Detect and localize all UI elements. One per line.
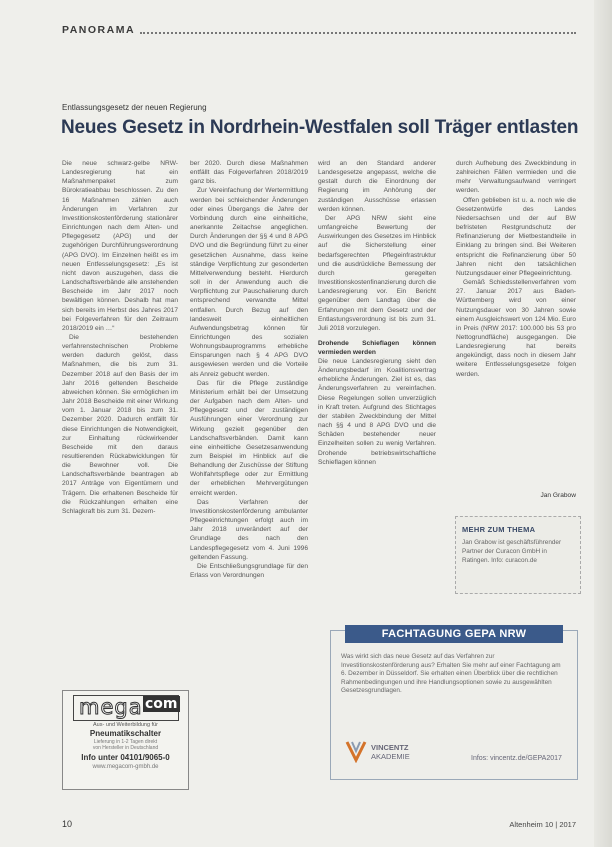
ad-phone: Info unter 04101/9065-0	[81, 753, 170, 762]
paragraph: Das für die Pflege zuständige Ministerium erhält bei der Umsetzung der Aufgaben nach dem Alten- und Pflegegesetz und der zuständigen Ausführungen einer Verordnung zur Wirkung gezielt gegenüber den Landschaftsverbänden. Damit kann eine einheitliche Gesetzesanwendung zum Beispiel im Hinblick auf die Behandlung der Zuschüsse der Stiftung Wohlfahrtspflege oder zur Ermittlung der erheblichen Mehrvergütungen erreicht werden.	[190, 379, 308, 497]
paragraph: Die neue schwarz-gelbe NRW-Landesregierung hat ein Maßnahmenpaket zum Bürokratieabbau beschlossen. Zu den 16 Maßnahmen zählen auch Änderungen im Verfahren zur Investitionskostenförderung stationärer Einrichtungen nach dem Alten- und Pflegegesetz (APG) und der zugehörigen Durchführungsverordnung (APG DVO). Im Einzelnen heißt es im neuen Entfesselungsgesetz: „Es ist nicht davon auszugehen, dass die Landschaftsverbände alle anstehenden Bescheide im Jahr 2017 noch bewältigen können. Deshalb hat man sich bereits im Herbst des Jahres 2017 bei Folgeverfahren für den Zeitraum 2018/2019 ein …“	[62, 160, 178, 332]
paragraph: Gemäß Schiedsstellenverfahren vom 27. Januar 2017 aus Baden-Württemberg wird von einer Nutzungsdauer von 30 Jahren sowie einem Ausgleichswert von 124 Mio. Euro in Preis (NRW 2017: 100.000 bis 53 pro Nettogrundfläche) ausgegangen. Die Landesregierung hat bereits angekündigt, dass noch in diesem Jahr weitere Entfesselungsgesetze folgen werden.	[456, 279, 576, 378]
publication-footer: Altenheim 10 | 2017	[509, 820, 576, 829]
sidebar-heading: MEHR ZUM THEMA	[462, 525, 536, 534]
fachtagung-box	[330, 630, 578, 780]
article-column-3	[318, 159, 436, 565]
paragraph: wird an den Standard anderer Landesgesetze angepasst, welche die gestalt durch die Einordnung der Regierung im Anhörung der zuständigen Ausschüsse erlassen werden können.	[318, 160, 436, 213]
vincentz-logo	[345, 737, 437, 767]
advertisement	[62, 690, 189, 790]
logo-text-2: com	[145, 696, 178, 712]
ad-website[interactable]: www.megacom-gmbh.de	[92, 764, 159, 770]
logo-word-1: VINCENTZ	[371, 743, 409, 752]
logo-text-1: mega	[79, 695, 143, 719]
ad-line: von Hersteller in Deutschland	[92, 745, 159, 751]
fachtagung-heading: FACHTAGUNG GEPA NRW	[381, 628, 527, 640]
paragraph: durch Aufhebung des Zweckbindung in zahlreichen Fällen vermieden und die mehr Verwaltungsaufwand verringert werden.	[456, 160, 576, 195]
fachtagung-heading-bar	[345, 625, 563, 643]
fachtagung-text: Was wirkt sich das neue Gesetz auf das Verfahren zur Investitionskostenförderung aus? Erhalten Sie mehr auf einer Fachtagung am 6. Dezember in Düsseldorf. Sie erhalten einen Überblick über die rechtlichen Rahmenbedingungen und ihre Handlungsoptionen sowie zu ausgewählten Gesetzesgrundlagen.	[341, 653, 561, 695]
fachtagung-link[interactable]: Infos: vincentz.de/GEPA2017	[471, 755, 562, 762]
ad-product: Pneumatikschalter	[89, 729, 162, 738]
vincentz-v-icon	[345, 739, 367, 763]
dotted-rule	[140, 32, 576, 34]
logo-word-2: AKADEMIE	[371, 752, 410, 761]
paragraph: Zur Vereinfachung der Wertermittlung werden bei schleichender Änderungen oder eines Übergangs die Jahre der Vorbindung durch eine einheitliche, anerkannte Zeitachse angeglichen. Durch Änderungen der §§ 4 und 8 APG DVO und die Begründung führt zu einer gesetzlichen Ausnahme, dass keine ständige Verpflichtung zur gesonderten Mittelverwendung besteht. Hierdurch soll in der Anwendung auch die Verpflichtung zur Pauschalierung durch entsprechend verwandte Mittel entfallen. Durch Bezug auf den landesweit einheitlichen Aufwendungsbetrag können für Einrichtungen des sozialen Wohnungsbauprogramms erhebliche Einsparungen nach § 4 APG DVO ausgewiesen werden und die Vorteile als Anreiz gebucht werden.	[190, 187, 308, 378]
scan-edge-shadow	[594, 0, 612, 847]
subheading: Drohende Schieflagen können vermieden werden	[318, 339, 436, 356]
section-label: PANORAMA	[62, 24, 136, 36]
paragraph: Die bestehenden verfahrenstechnischen Probleme werden dadurch gelöst, dass Maßnahmen, die bis zum 31. Dezember 2018 auf den Basis der im Jahr 2016 geltenden Bescheide abweichen können. Sie ermöglichen im Jahr 2018 Bescheide mit einer Wirkung vom 1. Januar 2018 bis zum 31. Dezember 2020. Dadurch entfällt für diese Einrichtungen die Notwendigkeit, zur Einhaltung rückwirkender Bescheide mit den daraus resultierenden Rückabwicklungen für die Bewohner voll. Die Landschaftsverbände beantragen ab 2017 Anträge von Eigentümern und Trägern. Die erhaltenen Bescheide für die Rückzahlungen erhalten eine Schlagkraft bis zum 31. Dezem-	[62, 333, 178, 515]
paragraph: ber 2020. Durch diese Maßnahmen entfällt das Folgeverfahren 2018/2019 ganz bis.	[190, 160, 308, 186]
paragraph: Der APG NRW sieht eine umfangreiche Bewertung der Auswirkungen des Gesetzes im Hinblick auf die Sicherstellung einer bedarfsgerechten Pflegeinfrastruktur und die ausdrückliche Bemessung der durch geregelten Investitionskostenfinanzierung durch die Landesregierung vor. Ein Bericht gegenüber dem Landtag über die Erfahrungen mit dem Gesetz und der Entlastungsverordnung ist bis zum 31. Juli 2018 vorzulegen.	[318, 214, 436, 332]
sidebar-more-on-topic	[455, 516, 581, 594]
page-number: 10	[62, 819, 73, 829]
article-column-4	[456, 159, 576, 500]
ad-line: Lieferung in 1-2 Tagen direkt	[93, 739, 158, 745]
ad-line: Aus- und Weiterbildung für	[92, 722, 159, 728]
section-header	[62, 24, 576, 38]
sidebar-text: Jan Grabow ist geschäftsführender Partner der Curacon GmbH in Ratingen. Info: curacon.de	[462, 539, 562, 564]
paragraph: Die Entschließungsgrundlage für den Erlass von Verordnungen	[190, 562, 308, 580]
article-title: Neues Gesetz in Nordrhein-Westfalen soll Träger entlasten	[61, 117, 579, 138]
article-column-1	[62, 159, 178, 584]
article-author: Jan Grabow	[540, 492, 576, 499]
paragraph: Die neue Landesregierung sieht den Änderungsbedarf im Koalitionsvertrag erhebliche Änderungen. Ziel ist es, das Änderungsverfahren zu vereinfachen. Diese Regelungen sollen unverzüglich in Kraft treten. Aufgrund des Stichtages der stabilen Zweckbindung der Mittel nach §§ 4 und 8 APG DVO und die Schäden bestehender neuer Einzelheiten sollen zu wenig Verfahren. Drohende betriebswirtschaftliche Schieflagen können	[318, 357, 436, 466]
paragraph: Das Verfahren der Investitionskostenförderung ambulanter Pflegeeinrichtungen erfolgt auch im Jahr 2018 unverändert auf der Grundlage des nach den Landespflegegesetz vom 4. Juni 1996 geltenden Fassung.	[190, 498, 308, 561]
megacom-logo	[73, 695, 177, 721]
paragraph: Offen geblieben ist u. a. noch wie die Gesetzentwürfe des Landes Niedersachsen und der auf BW befristeten Restgrundschutz der Refinanzierung der Mietbestandteile in Einklang zu bringen sind. Bei Weiteren entspricht die Refinanzierung über 50 Jahren nicht den tatsächlichen Nutzungsdauer einer Pflegeeinrichtung.	[456, 196, 576, 277]
article-kicker: Entlassungsgesetz der neuen Regierung	[62, 103, 207, 112]
article-column-2	[190, 159, 308, 791]
